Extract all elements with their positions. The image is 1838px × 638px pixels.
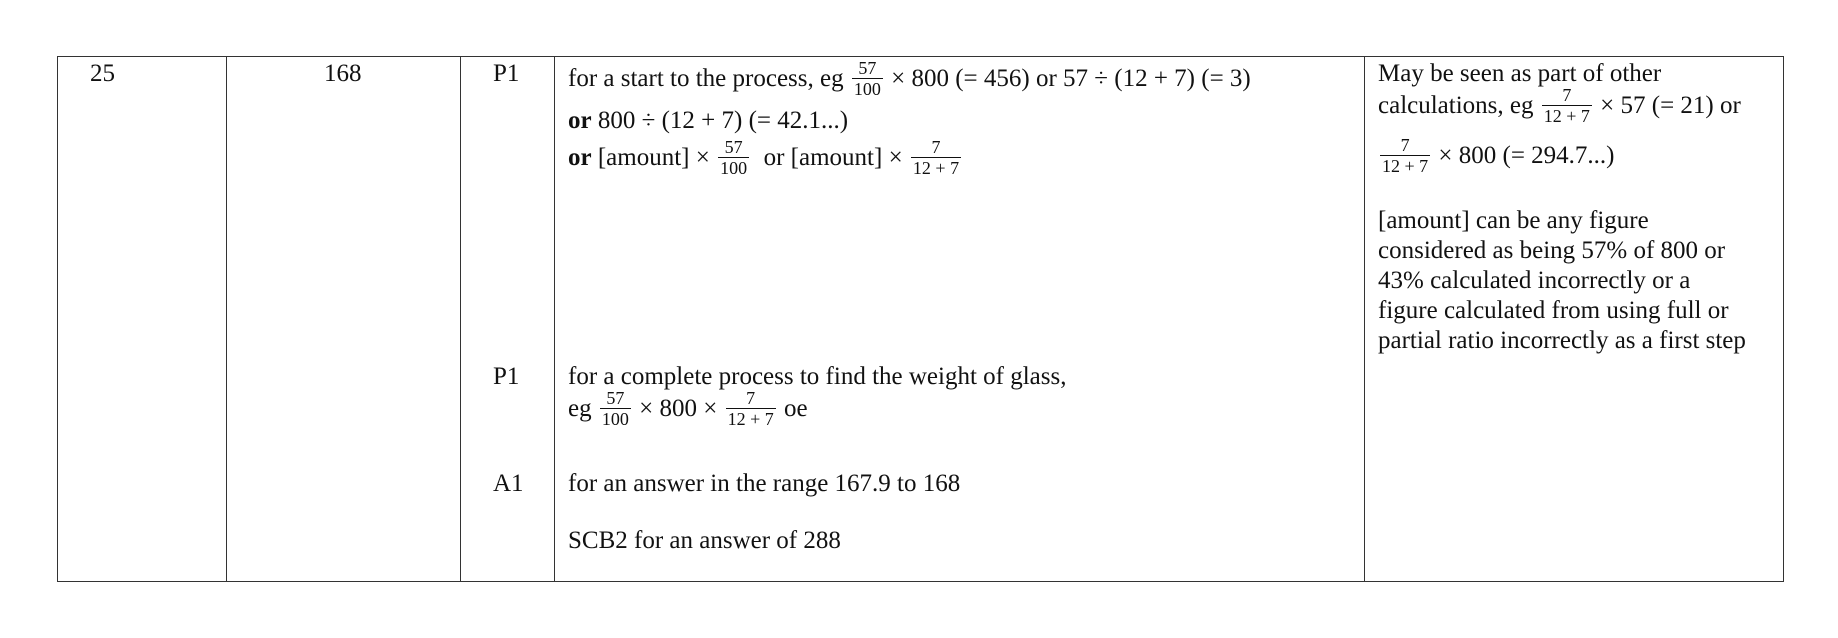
column-divider: [1364, 57, 1365, 581]
column-divider: [226, 57, 227, 581]
guidance-note-line: partial ratio incorrectly as a first step: [1378, 327, 1746, 354]
ms-p1-line1: for a start to the process, eg $\frac{57}{100}$ × 800 (= 456) or 57 ÷ (12 + 7) (= 3): [568, 58, 1251, 99]
guidance-note-line: figure calculated from using full or: [1378, 297, 1729, 324]
column-divider: [554, 57, 555, 581]
fraction: $\frac{57}{100}$: [720, 137, 748, 178]
question-number: 25: [90, 60, 115, 87]
guidance-note-line: 43% calculated incorrectly or a: [1378, 267, 1691, 294]
guidance-line2: calculations, eg $\frac{7}{12 + 7}$ × 57 (= 21) or: [1378, 85, 1741, 126]
fraction: $\frac{7}{12 + 7}$: [912, 137, 960, 178]
ms-scb-line: SCB2 for an answer of 288: [568, 527, 841, 554]
fraction: $\frac{57}{100}$: [853, 58, 881, 99]
mark-code: P1: [493, 60, 520, 87]
ms-p2-line2: eg $\frac{57}{100}$ × 800 × $\frac{7}{12 + 7}$ oe: [568, 388, 808, 429]
fraction: $\frac{57}{100}$: [601, 388, 629, 429]
guidance-note-line: considered as being 57% of 800 or: [1378, 237, 1726, 264]
mark-scheme-table: [57, 56, 1784, 582]
ms-p2-line1: for a complete process to find the weight of glass,: [568, 363, 1067, 390]
ms-a1-line1: for an answer in the range 167.9 to 168: [568, 470, 961, 497]
mark-code: P1: [493, 363, 520, 390]
fraction: $\frac{7}{12 + 7}$: [727, 388, 774, 429]
column-divider: [460, 57, 461, 581]
mark-code: A1: [493, 470, 524, 497]
fraction: $\frac{7}{12 + 7}$: [1543, 85, 1590, 126]
answer-value: 168: [324, 60, 362, 87]
ms-p1-line3: or [amount] × $\frac{57}{100}$ or [amount] × $\frac{7}{12 + 7}$: [568, 137, 960, 178]
guidance-line3: $\frac{7}{12 + 7}$ × 800 (= 294.7...): [1382, 135, 1615, 176]
fraction: $\frac{7}{12 + 7}$: [1382, 135, 1429, 176]
guidance-line1: May be seen as part of other: [1378, 60, 1662, 87]
ms-p1-line2: or 800 ÷ (12 + 7) (= 42.1...): [568, 107, 849, 134]
guidance-note-line: [amount] can be any figure: [1378, 207, 1649, 234]
